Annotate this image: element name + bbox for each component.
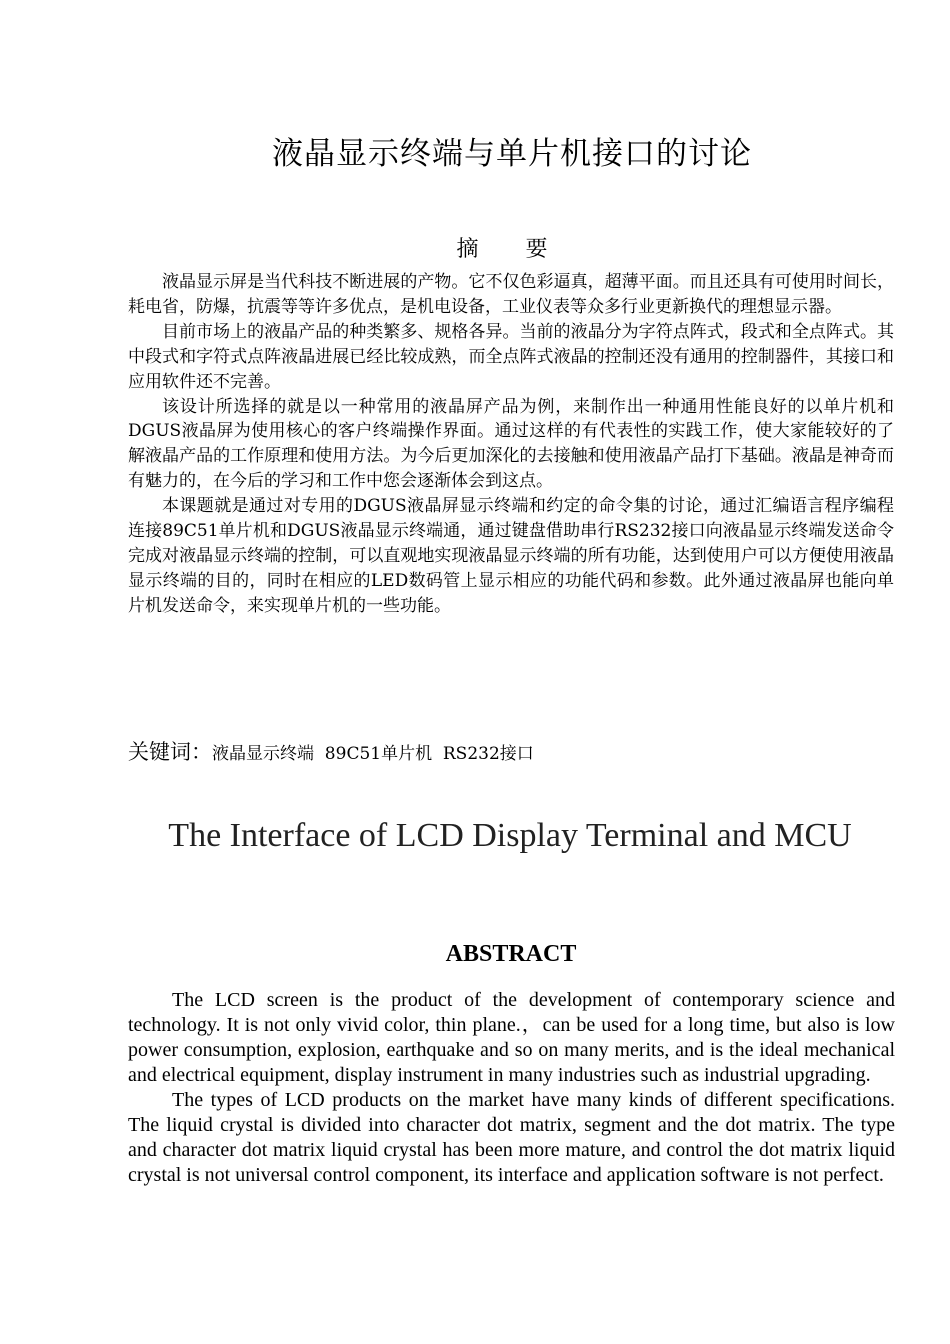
chinese-abstract-heading: 摘 要 xyxy=(456,237,568,262)
english-title: The Interface of LCD Display Terminal and MCU xyxy=(168,817,852,854)
english-abstract-heading: ABSTRACT xyxy=(445,941,577,967)
keywords-label: 关键词： xyxy=(128,740,212,764)
chinese-abstract-paragraph: 本课题就是通过对专用的DGUS液晶屏显示终端和约定的命令集的讨论，通过汇编语言程序编程连接89C51单片机和DGUS液晶显示终端通，通过键盘借助串行RS232接口向液晶显示终端发送命令完成对液晶显示终端的控制，可以直观地实现液晶显示终端的所有功能，达到使用户可以方便使用液晶显示终端的目的，同时在相应的LED数码管上显示相应的功能代码和参数。此外通过液晶屏也能向单片机发送命令，来实现单片机的一些功能。 xyxy=(128,496,894,616)
keywords-line xyxy=(128,736,534,766)
keywords-items: 液晶显示终端 89C51单片机 RS232接口 xyxy=(212,744,534,764)
chinese-abstract-paragraph: 目前市场上的液晶产品的种类繁多、规格各异。当前的液晶分为字符点阵式，段式和全点阵式。其中段式和字符式点阵液晶进展已经比较成熟，而全点阵式液晶的控制还没有通用的控制器件，其接口和应用软件还不完善。 xyxy=(128,321,894,392)
english-abstract-body xyxy=(128,988,895,1188)
english-abstract-paragraph: The types of LCD products on the market have many kinds of different specifications. The liquid crystal is divided into character dot matrix, segment and the dot matrix. The type and character dot matrix liquid crystal has been more mature, and control the dot matrix liquid crystal is not universal control component, its interface and application software is not perfect. xyxy=(128,1089,895,1186)
chinese-title: 液晶显示终端与单片机接口的讨论 xyxy=(272,136,752,172)
chinese-abstract-paragraph: 液晶显示屏是当代科技不断进展的产物。它不仅色彩逼真，超薄平面。而且还具有可使用时间长，耗电省，防爆，抗震等等许多优点，是机电设备，工业仪表等众多行业更新换代的理想显示器。 xyxy=(128,272,894,317)
chinese-abstract-body xyxy=(128,270,894,619)
chinese-abstract-paragraph: 该设计所选择的就是以一种常用的液晶屏产品为例，来制作出一种通用性能良好的以单片机和DGUS液晶屏为使用核心的客户终端操作界面。通过这样的有代表性的实践工作，使大家能较好的了解液晶产品的工作原理和使用方法。为今后更加深化的去接触和使用液晶产品打下基础。液晶是神奇而有魅力的，在今后的学习和工作中您会逐渐体会到这点。 xyxy=(128,396,894,492)
english-abstract-paragraph: The LCD screen is the product of the development of contemporary science and technology. It is not only vivid color, thin plane.，can be used for a long time, but also is low power consumption, explosion, earthquake and so on many merits, and is the ideal mechanical and electrical equipment, display instrument in many industries such as industrial upgrading. xyxy=(128,989,895,1086)
